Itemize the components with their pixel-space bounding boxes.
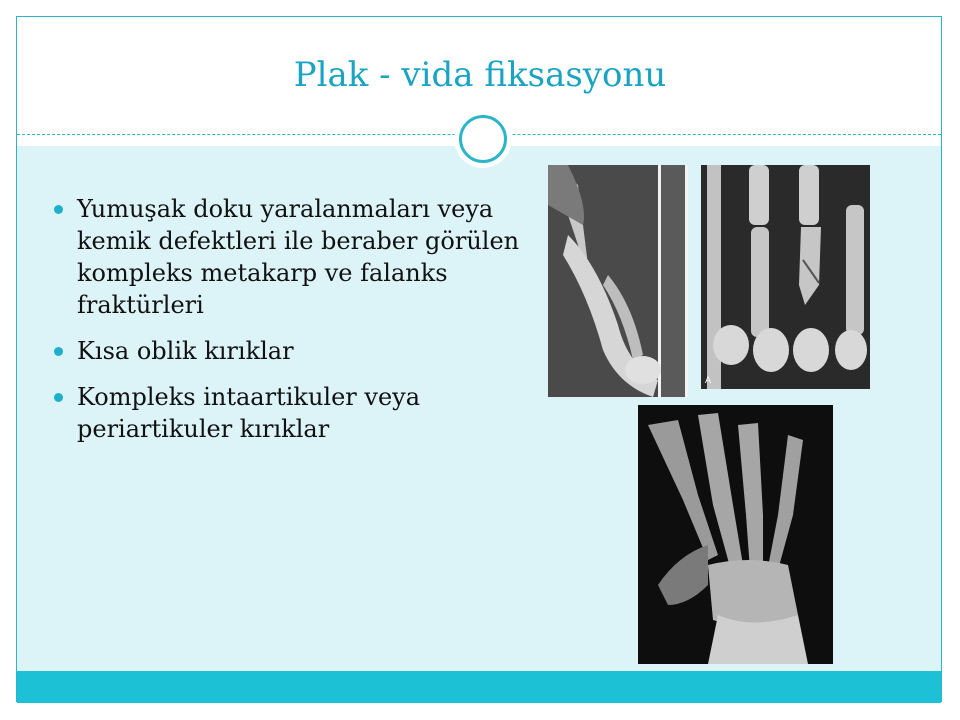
xray-ap-image xyxy=(701,165,870,389)
xray-label: A xyxy=(705,375,712,385)
slide-title: Plak - vida fiksasyonu xyxy=(293,55,667,95)
bullet-list xyxy=(61,193,531,459)
bullet-item: Yumuşak doku yaralanmaları veya kemik defektleri ile beraber görülen kompleks metakarp ve falanks fraktürleri xyxy=(61,193,531,321)
xray-oblique-image xyxy=(638,405,833,664)
bullet-item: Kompleks intaartikuler veya periartikuler kırıklar xyxy=(61,381,531,445)
bullet-item: Kısa oblik kırıklar xyxy=(61,335,531,367)
bottom-bar xyxy=(17,671,941,703)
divider-circle-icon xyxy=(454,110,512,168)
xray-lateral-image xyxy=(548,165,688,397)
